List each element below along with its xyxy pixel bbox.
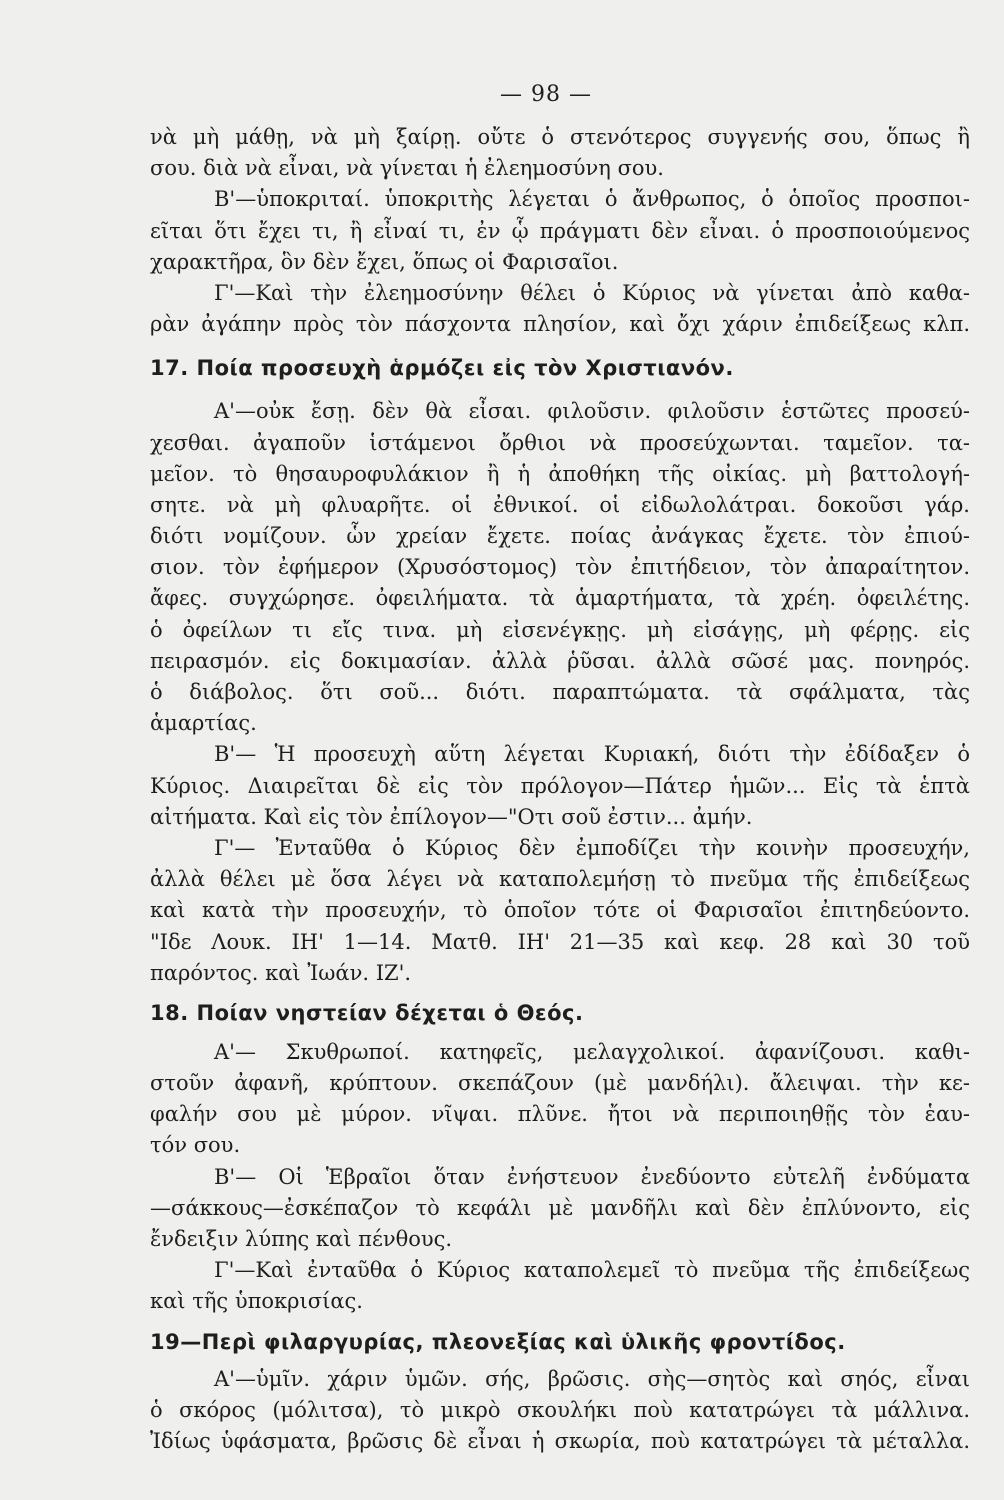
text-line: Β'— Ἡ προσευχὴ αὕτη λέγεται Κυριακή, διότι τὴν ἐδίδαξεν ὁ — [214, 742, 970, 767]
text-line: χαρακτῆρα, ὃν δὲν ἔχει, ὅπως οἱ Φαρισαῖοι. — [150, 249, 619, 274]
section-19 — [150, 1364, 970, 1458]
text-line: Α'—οὐκ ἔσῃ. δὲν θὰ εἶσαι. φιλοῦσιν. φιλοῦσιν ἑστῶτες προσεύ- — [214, 399, 970, 424]
text-line: ἀλλὰ θέλει μὲ ὅσα λέγει νὰ καταπολεμήσῃ τὸ πνεῦμα τῆς ἐπιδείξεως — [150, 867, 970, 892]
text-line: Ἰδίως ὑφάσματα, βρῶσις δὲ εἶναι ἡ σκωρία, ποὺ κατατρώγει τὰ μέταλλα. — [150, 1428, 970, 1453]
text-line: χεσθαι. ἀγαποῦν ἱστάμενοι ὄρθιοι νὰ προσεύχωνται. ταμεῖον. τα- — [150, 430, 970, 455]
text-line: —σάκκους—ἐσκέπαζον τὸ κεφάλι μὲ μανδῆλι καὶ δὲν ἐπλύνοντο, εἰς — [150, 1195, 970, 1220]
text-line: νὰ μὴ μάθῃ, νὰ μὴ ξαίρῃ. οὔτε ὁ στενότερος συγγενής σου, ὅπως ἢ — [150, 125, 970, 149]
page-number: — 98 — — [500, 82, 592, 107]
text-line: ὁ διάβολος. ὅτι σοῦ... διότι. παραπτώματα. τὰ σφάλματα, τὰς — [150, 680, 970, 704]
section-heading-19: 19—Περὶ φιλαργυρίας, πλεονεξίας καὶ ὑλικῆς φροντίδος. — [150, 1329, 846, 1354]
text-line: ἔνδειξιν λύπης καὶ πένθους. — [150, 1227, 453, 1251]
text-line: "Ιδε Λουκ. ΙΗ' 1—14. Ματθ. ΙΗ' 21—35 καὶ κεφ. 28 καὶ 30 τοῦ — [150, 929, 970, 954]
text-line: Γ'— Ἐνταῦθα ὁ Κύριος δὲν ἐμποδίζει τὴν κοινὴν προσευχήν, — [214, 835, 970, 860]
text-line: Κύριος. Διαιρεῖται δὲ εἰς τὸν πρόλογον—Πάτερ ἡμῶν... Εἰς τὰ ἑπτὰ — [150, 773, 970, 798]
section-17 — [150, 396, 970, 989]
text-line: στοῦν ἀφανῆ, κρύπτουν. σκεπάζουν (μὲ μανδήλι). ἄλειψαι. τὴν κε- — [150, 1071, 970, 1096]
text-line: παρόντος. καὶ Ἰωάν. ΙΖ'. — [150, 960, 412, 985]
text-line: σητε. νὰ μὴ φλυαρῆτε. οἱ ἐθνικοί. οἱ εἰδωλολάτραι. δοκοῦσι γάρ. — [150, 492, 970, 517]
text-line: μεῖον. τὸ θησαυροφυλάκιον ἢ ἡ ἀποθήκη τῆς οἰκίας. μὴ βαττολογή- — [150, 461, 970, 486]
text-line: σιον. τὸν ἐφήμερον (Χρυσόστομος) τὸν ἐπιτήδειον, τὸν ἀπαραίτητον. — [150, 555, 970, 580]
text-line: ρὰν ἀγάπην πρὸς τὸν πάσχοντα πλησίον, καὶ ὄχι χάριν ἐπιδείξεως κλπ. — [150, 312, 970, 337]
text-line: εῖται ὅτι ἔχει τι, ἢ εἶναί τι, ἐν ᾧ πράγματι δὲν εἶναι. ὁ προσποιούμενος — [150, 218, 970, 243]
section-heading-18: 18. Ποίαν νηστείαν δέχεται ὁ Θεός. — [150, 1000, 584, 1025]
text-line: σου. διὰ νὰ εἶναι, νὰ γίνεται ἡ ἐλεημοσύνη σου. — [150, 156, 664, 181]
section-18 — [150, 1037, 970, 1318]
text-line: ἄφες. συγχώρησε. ὀφειλήματα. τὰ ἁμαρτήματα, τὰ χρέη. ὀφειλέτης. — [150, 586, 970, 611]
text-line: Α'—ὑμῖν. χάριν ὑμῶν. σής, βρῶσις. σὴς—σητὸς καὶ σηός, εἶναι — [214, 1366, 970, 1391]
section-heading-17: 17. Ποία προσευχὴ ἁρμόζει εἰς τὸν Χριστιανόν. — [150, 356, 734, 381]
text-line: Β'— Οἱ Ἑβραῖοι ὅταν ἐνήστευον ἐνεδύοντο εὐτελῆ ἐνδύματα — [214, 1164, 970, 1189]
text-line: καὶ κατὰ τὴν προσευχήν, τὸ ὁποῖον τότε οἱ Φαρισαῖοι ἐπιτηδεύοντο. — [150, 898, 970, 923]
text-line: Γ'—Καὶ τὴν ἐλεημοσύνην θέλει ὁ Κύριος νὰ γίνεται ἀπὸ καθα- — [214, 280, 970, 305]
text-line: ἁμαρτίας. — [150, 711, 257, 736]
page-text — [150, 122, 970, 1457]
text-line: ὁ σκόρος (μόλιτσα), τὸ μικρὸ σκουλήκι ποὺ κατατρώγει τὰ μάλλινα. — [150, 1397, 970, 1422]
text-line: Γ'—Καὶ ἐνταῦθα ὁ Κύριος καταπολεμεῖ τὸ πνεῦμα τῆς ἐπιδείξεως — [214, 1258, 970, 1283]
text-line: πειρασμόν. εἰς δοκιμασίαν. ἀλλὰ ῥῦσαι. ἀλλὰ σῶσέ μας. πονηρός. — [150, 648, 970, 673]
section-continuation — [150, 122, 970, 340]
text-line: τόν σου. — [150, 1133, 241, 1158]
text-line: Α'— Σκυθρωποί. κατηφεῖς, μελαγχολικοί. ἀφανίζουσι. καθι- — [214, 1039, 970, 1064]
text-line: Β'—ὑποκριταί. ὑποκριτὴς λέγεται ὁ ἄνθρωπος, ὁ ὁποῖος προσποι- — [214, 187, 970, 212]
text-line: ὁ ὀφείλων τι εἴς τινα. μὴ εἰσενέγκῃς. μὴ εἰσάγῃς, μὴ φέρῃς. εἰς — [150, 617, 970, 642]
text-line: διότι νομίζουν. ὧν χρείαν ἔχετε. ποίας ἀνάγκας ἔχετε. τὸν ἐπιού- — [150, 524, 970, 549]
text-line: καὶ τῆς ὑποκρισίας. — [150, 1289, 363, 1314]
text-line: φαλήν σου μὲ μύρον. νῖψαι. πλῦνε. ἤτοι νὰ περιποιηθῇς τὸν ἑαυ- — [150, 1102, 970, 1127]
text-line: αἰτήματα. Καὶ εἰς τὸν ἐπίλογον—"Οτι σοῦ ἐστιν... ἀμήν. — [150, 804, 753, 829]
